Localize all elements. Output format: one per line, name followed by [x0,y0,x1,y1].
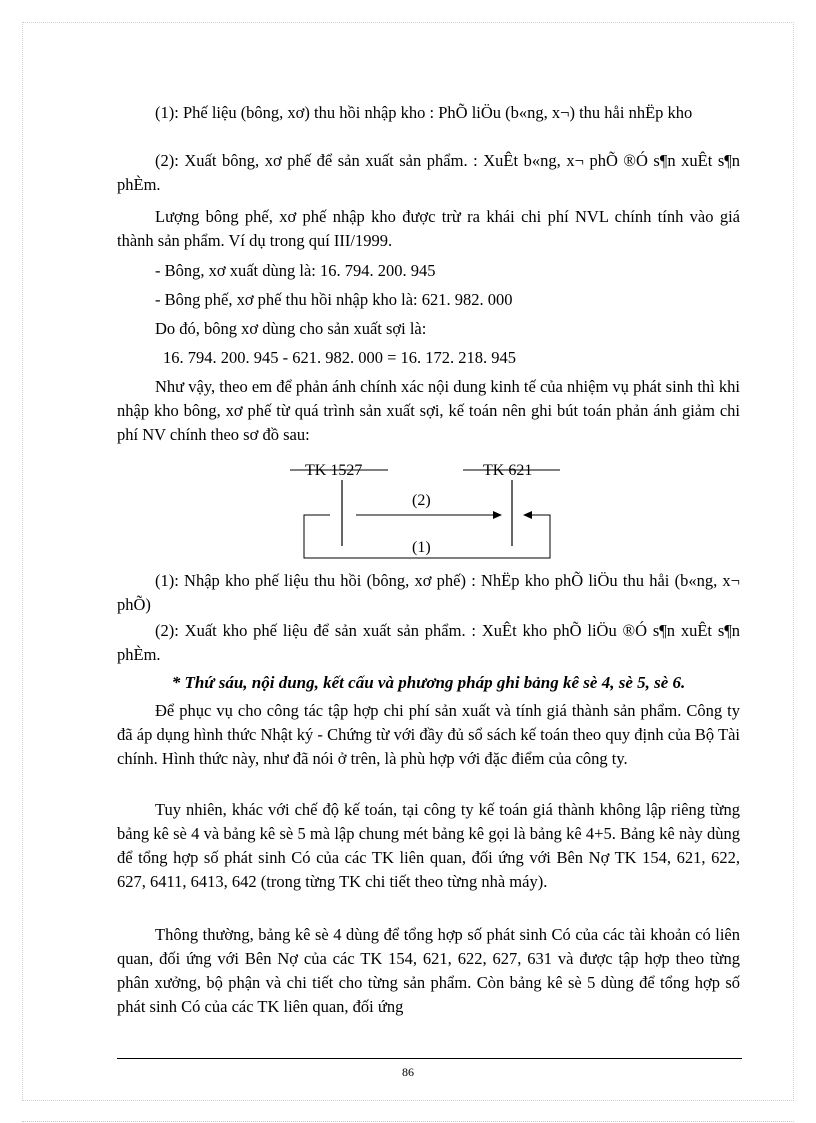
line-calculation: 16. 794. 200. 945 - 621. 982. 000 = 16. 172. 218. 945 [163,348,517,367]
paragraph-combined-statement: Tuy nhiên, khác với chế độ kế toán, tại công ty kế toán giá thành không lập riêng từng bảng kê sè 4 và bảng kê sè 5 mà lập chung mét bảng kê gọi là bảng kê 4+5. Bảng kê này dùng để tổng hợp số phát sinh Có của các TK liên quan, đối ứng với Bên Nợ TK 154, 621, 622, 627, 6411, 6413, 642 (trong từng TK chi tiết theo từng nhà máy). [117,800,740,891]
line-scrap-recovered: - Bông phế, xơ phế thu hồi nhập kho là: 621. 982. 000 [155,290,513,309]
paragraph-scrap-entry-1: (1): Phế liệu (bông, xơ) thu hồi nhập kho : PhÕ liÖu (b«ng, x¬) thu håi nhËp kho [155,103,693,122]
t-account-diagram [290,458,570,566]
paragraph-scrap-deduction: Lượng bông phế, xơ phế nhập kho được trừ ra khái chi phí NVL chính tính vào giá thành sản phẩm. Ví dụ trong quí III/1999. [117,207,740,250]
account-label-left: TK 1527 [305,462,363,479]
paragraph-scrap-entry-2: (2): Xuất bông, xơ phế để sản xuất sản phẩm. : XuÊt b«ng, x¬ phÕ ®Ó s¶n xuÊt s¶n phÈm. [117,151,740,194]
arrow-label-2: (2) [412,492,431,509]
page-bottom-border [22,1121,794,1122]
paragraph-recommendation: Như vậy, theo em để phản ánh chính xác nội dung kinh tế của nhiệm vụ phát sinh thì khi nhập kho bông, xơ phế từ quá trình sản xuất sợi, kế toán nên ghi bút toán phản ánh giảm chi phí NV chính theo sơ đồ sau: [117,377,740,444]
arrow-label-1: (1) [412,539,431,556]
account-label-right: TK 621 [483,462,533,479]
arrow-1-head [523,511,532,519]
page-number: 86 [402,1065,414,1079]
line-therefore: Do đó, bông xơ dùng cho sản xuất sợi là: [155,319,427,338]
section-heading: * Thứ sáu, nội dung, kết cấu và phương pháp ghi bảng kê sè 4, sè 5, sè 6. [171,673,686,692]
arrow-2-head [493,511,502,519]
footer-divider [117,1058,742,1059]
paragraph-diagram-note-1: (1): Nhập kho phế liệu thu hồi (bông, xơ phế) : NhËp kho phÕ liÖu thu håi (b«ng, x¬ phÕ) [117,571,740,614]
line-cotton-used: - Bông, xơ xuất dùng là: 16. 794. 200. 945 [155,261,436,280]
paragraph-diagram-note-2: (2): Xuất kho phế liệu để sản xuất sản phẩm. : XuÊt kho phÕ liÖu ®Ó s¶n xuÊt s¶n phÈm. [117,621,740,664]
paragraph-statement-4-5: Thông thường, bảng kê sè 4 dùng để tổng hợp số phát sinh Có của các tài khoản có liên quan, đối ứng với Bên Nợ của các TK 154, 621, 622, 627, 631 và được tập hợp theo từng phân xưởng, bộ phận và chi tiết cho từng sản phẩm. Còn bảng kê sè 5 dùng để tổng hợp số phát sinh Có của các TK liên quan, đối ứng [117,925,740,1016]
paragraph-method-overview: Để phục vụ cho công tác tập hợp chi phí sản xuất và tính giá thành sản phẩm. Công ty đã áp dụng hình thức Nhật ký - Chứng từ với đầy đủ sổ sách kế toán theo quy định của Bộ Tài chính. Hình thức này, như đã nói ở trên, là phù hợp với đặc điểm của công ty. [117,701,740,768]
